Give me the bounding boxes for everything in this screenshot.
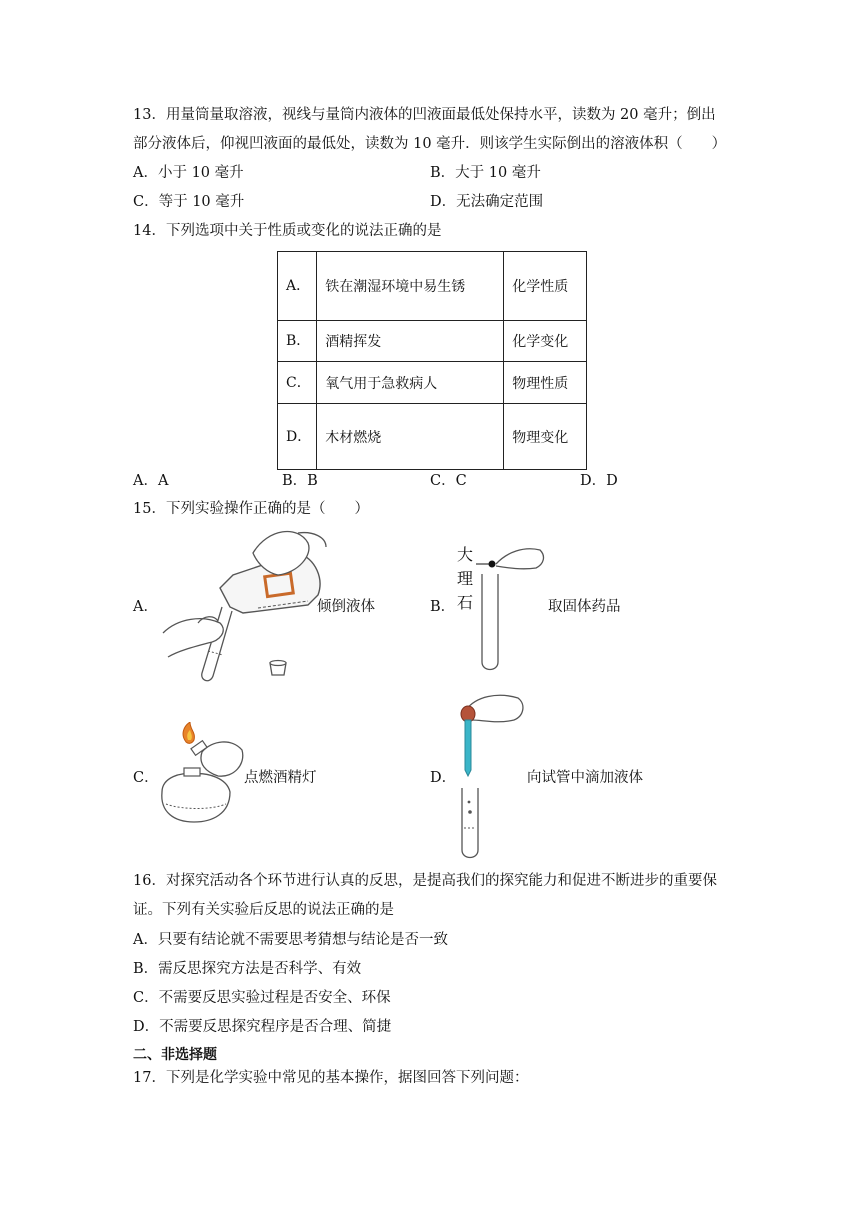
- table-row: [278, 404, 587, 470]
- q15-option-a-label: A．: [133, 599, 158, 615]
- q15-option-c-label: C．: [133, 770, 159, 786]
- q13-option-d: D．无法确定范围: [430, 194, 544, 210]
- q13-stem-line2: 部分液体后，仰视凹液面的最低处，读数为 10 毫升．则该学生实际倒出的溶液体积（ ）: [133, 136, 727, 152]
- table-row: [278, 321, 587, 362]
- q16-option-b: B．需反思探究方法是否科学、有效: [133, 961, 362, 977]
- taking-solid-illustration: [452, 540, 547, 675]
- table-cell-desc: 氧气用于急救病人: [317, 362, 504, 404]
- q14-stem: 14．下列选项中关于性质或变化的说法正确的是: [133, 223, 442, 239]
- q16-stem-line2: 证。下列有关实验后反思的说法正确的是: [133, 902, 394, 918]
- q15-option-d-caption: 向试管中滴加液体: [527, 770, 643, 786]
- table-cell-desc: 木材燃烧: [317, 404, 504, 470]
- q15-option-b-label: B．: [430, 599, 456, 615]
- lighting-alcohol-lamp-illustration: [152, 722, 247, 830]
- figure-label-char: 石: [457, 593, 474, 612]
- q13-option-b: B．大于 10 毫升: [430, 165, 541, 181]
- q17-stem: 17．下列是化学实验中常见的基本操作，据图回答下列问题：: [133, 1070, 529, 1086]
- table-cell-type: 化学性质: [504, 252, 587, 321]
- table-cell-desc: 酒精挥发: [317, 321, 504, 362]
- table-cell-desc: 铁在潮湿环境中易生锈: [317, 252, 504, 321]
- table-cell-type: 物理性质: [504, 362, 587, 404]
- q14-option-c: C．C: [430, 473, 467, 489]
- table-row: [278, 362, 587, 404]
- figure-label-char: 大: [457, 545, 474, 564]
- q14-option-b: B．B: [282, 473, 318, 489]
- table-cell-type: 物理变化: [504, 404, 587, 470]
- table-cell-label: B．: [278, 321, 317, 362]
- pouring-liquid-illustration: [158, 523, 328, 688]
- q15-option-b-caption: 取固体药品: [548, 599, 621, 615]
- table-cell-label: D．: [278, 404, 317, 470]
- q13-option-a: A．小于 10 毫升: [133, 165, 244, 181]
- q16-option-c: C．不需要反思实验过程是否安全、环保: [133, 990, 391, 1006]
- q15-stem: 15．下列实验操作正确的是（ ）: [133, 501, 369, 517]
- figure-label-char: 理: [457, 569, 474, 588]
- q15-option-d-label: D．: [430, 770, 457, 786]
- q13-option-c: C．等于 10 毫升: [133, 194, 245, 210]
- table-row: [278, 252, 587, 321]
- dropping-liquid-illustration: [448, 690, 528, 860]
- q14-option-a: A．A: [133, 473, 169, 489]
- q16-stem-line1: 16．对探究活动各个环节进行认真的反思，是提高我们的探究能力和促进不断进步的重要保: [133, 873, 717, 889]
- q14-options-table: [277, 251, 587, 470]
- table-cell-type: 化学变化: [504, 321, 587, 362]
- q14-option-d: D．D: [580, 473, 618, 489]
- q15-option-a-caption: 倾倒液体: [317, 599, 375, 615]
- table-cell-label: C．: [278, 362, 317, 404]
- q16-option-a: A．只要有结论就不需要思考猜想与结论是否一致: [133, 932, 448, 948]
- table-cell-label: A．: [278, 252, 317, 321]
- q16-option-d: D．不需要反思探究程序是否合理、简捷: [133, 1019, 392, 1035]
- q13-stem-line1: 13．用量筒量取溶液，视线与量筒内液体的凹液面最低处保持水平，读数为 20 毫升；倒出: [133, 107, 716, 123]
- q15-option-c-caption: 点燃酒精灯: [244, 770, 317, 786]
- section-heading: 二、非选择题: [133, 1047, 217, 1063]
